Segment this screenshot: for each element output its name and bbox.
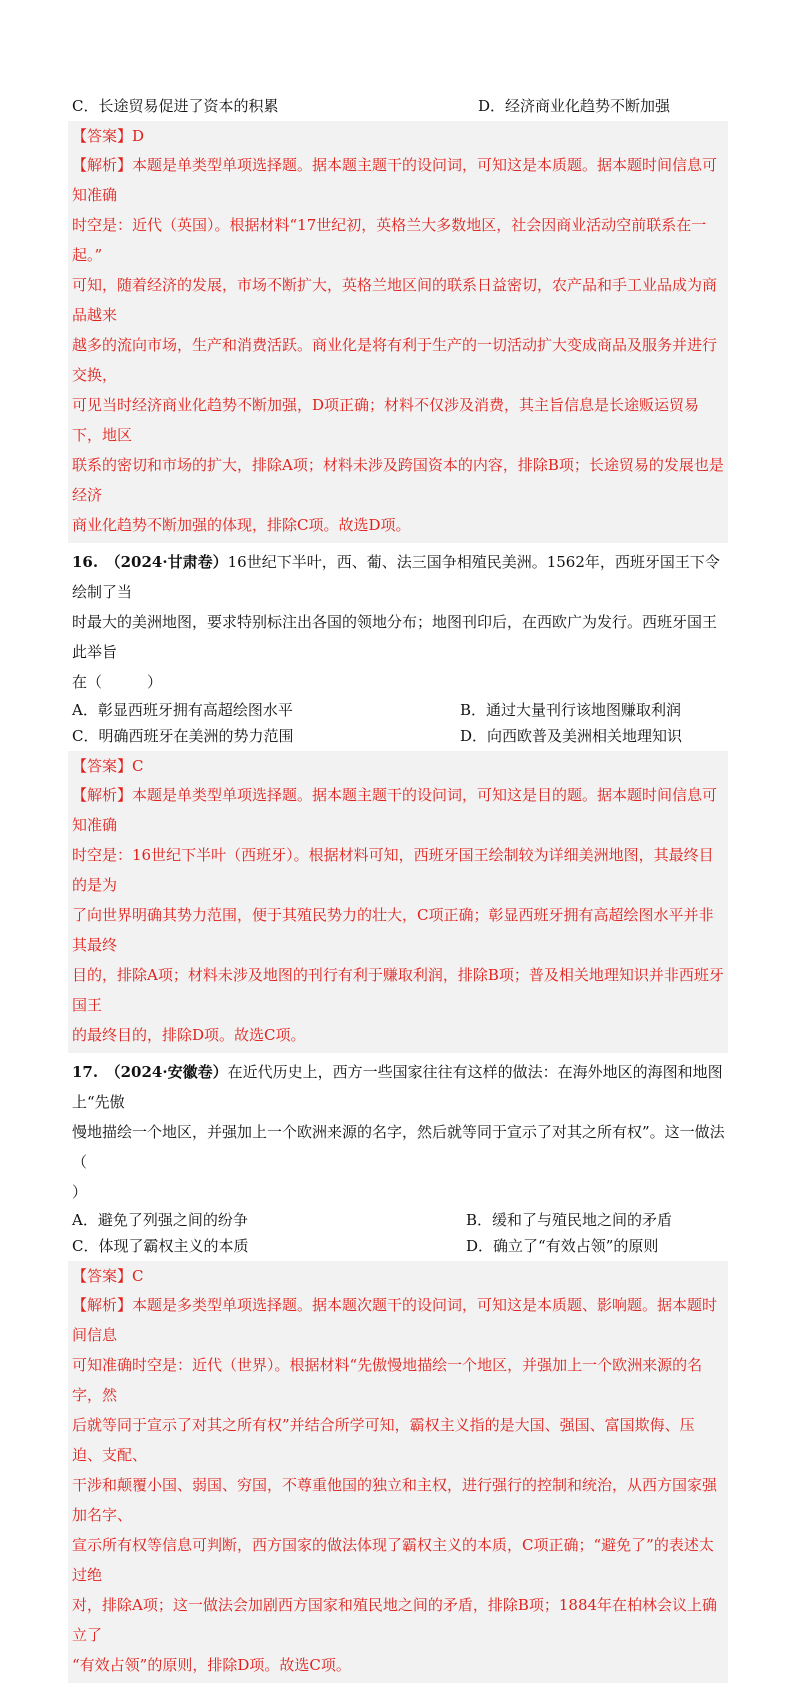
- question-source: （2024·安徽卷）: [113, 1063, 228, 1081]
- question-17-options-cd: [72, 1233, 728, 1259]
- answer-label: 【答案】: [72, 1267, 133, 1285]
- question-number: 16.: [72, 553, 99, 571]
- analysis-line: 目的，排除A项；材料未涉及地图的刊行有利于赚取利润，排除B项；普及相关地理知识并非西班牙国王: [72, 966, 724, 1014]
- answer-line: [72, 123, 724, 150]
- option-d: D．确立了“有效占领”的原则: [466, 1237, 659, 1255]
- question-16-stem: [72, 547, 728, 697]
- option-c: C．体现了霸权主义的本质: [72, 1237, 249, 1255]
- question-number: 17.: [72, 1063, 99, 1081]
- analysis-line: 可知准确时空是：近代（世界）。根据材料“先傲慢地描绘一个地区，并强加上一个欧洲来源的名字，然: [72, 1356, 703, 1404]
- option-d: D．经济商业化趋势不断加强: [478, 97, 671, 115]
- analysis-line: 的最终目的，排除D项。故选C项。: [72, 1026, 306, 1044]
- analysis-line: “有效占领”的原则，排除D项。故选C项。: [72, 1656, 351, 1674]
- analysis-line: 【解析】本题是单类型单项选择题。据本题主题干的设问词，可知这是目的题。据本题时间信息可知准确: [72, 786, 718, 834]
- prev-question-options-cd: [72, 93, 728, 119]
- question-17-stem: [72, 1057, 728, 1207]
- stem-line: [72, 1057, 728, 1117]
- analysis-line: 商业化趋势不断加强的体现，排除C项。故选D项。: [72, 516, 411, 534]
- question-16-options-ab: [72, 697, 728, 723]
- analysis-line: 后就等同于宣示了对其之所有权”并结合所学可知，霸权主义指的是大国、强国、富国欺侮、压迫、支配、: [72, 1416, 695, 1464]
- analysis-line: 时空是：近代（英国）。根据材料“17世纪初，英格兰大多数地区，社会因商业活动空前联系在一起。”: [72, 216, 707, 264]
- stem-text: 在近代历史上，西方一些国家往往有这样的做法：在海外地区的海图和地图上“先傲: [72, 1063, 723, 1111]
- option-b: B．通过大量刊行该地图赚取利润: [460, 701, 682, 719]
- answer-value: C: [132, 757, 144, 775]
- analysis-line: 联系的密切和市场的扩大，排除A项；材料未涉及跨国资本的内容，排除B项；长途贸易的发展也是经济: [72, 456, 724, 504]
- analysis-line: 可知，随着经济的发展，市场不断扩大，英格兰地区间的联系日益密切，农产品和手工业品成为商品越来: [72, 276, 718, 324]
- analysis-line: 【解析】本题是单类型单项选择题。据本题主题干的设问词，可知这是本质题。据本题时间信息可知准确: [72, 156, 718, 204]
- question-17-answer-box: [68, 1261, 728, 1683]
- option-b: B．缓和了与殖民地之间的矛盾: [466, 1211, 673, 1229]
- question-source: （2024·甘肃卷）: [113, 553, 228, 571]
- analysis-line: 对，排除A项；这一做法会加剧西方国家和殖民地之间的矛盾，排除B项；1884年在柏林会议上确立了: [72, 1596, 718, 1644]
- answer-line: [72, 753, 724, 780]
- question-16-options-cd: [72, 723, 728, 749]
- stem-line: 慢地描绘一个地区，并强加上一个欧洲来源的名字，然后就等同于宣示了对其之所有权”。这一做法（: [72, 1123, 725, 1171]
- analysis-line: 干涉和颠覆小国、弱国、穷国，不尊重他国的独立和主权，进行强行的控制和统治，从西方国家强加名字、: [72, 1476, 718, 1524]
- option-c: C．长途贸易促进了资本的积累: [72, 97, 279, 115]
- analysis-line: 越多的流向市场，生产和消费活跃。商业化是将有利于生产的一切活动扩大变成商品及服务并进行交换，: [72, 336, 718, 384]
- analysis-line: 【解析】本题是多类型单项选择题。据本题次题干的设问词，可知这是本质题、影响题。据本题时间信息: [72, 1296, 718, 1344]
- answer-line: [72, 1263, 724, 1290]
- analysis-line: 宣示所有权等信息可判断，西方国家的做法体现了霸权主义的本质，C项正确；“避免了”的表述太过绝: [72, 1536, 714, 1584]
- answer-value: C: [132, 1267, 144, 1285]
- question-16-answer-box: [68, 751, 728, 1053]
- analysis-line: 了向世界明确其势力范围，便于其殖民势力的壮大，C项正确；彰显西班牙拥有高超绘图水平并非其最终: [72, 906, 714, 954]
- analysis-line: 时空是：16世纪下半叶（西班牙）。根据材料可知，西班牙国王绘制较为详细美洲地图，其最终目的是为: [72, 846, 714, 894]
- option-a: A．彰显西班牙拥有高超绘图水平: [72, 701, 293, 719]
- option-a: A．避免了列强之间的纷争: [72, 1211, 248, 1229]
- answer-label: 【答案】: [72, 127, 133, 145]
- question-17-options-ab: [72, 1207, 728, 1233]
- stem-line: 在（ ）: [72, 673, 163, 691]
- option-d: D．向西欧普及美洲相关地理知识: [460, 727, 683, 745]
- analysis-line: 可见当时经济商业化趋势不断加强，D项正确；材料不仅涉及消费，其主旨信息是长途贩运贸易下，地区: [72, 396, 700, 444]
- stem-line: ）: [72, 1183, 88, 1201]
- option-c: C．明确西班牙在美洲的势力范围: [72, 727, 294, 745]
- stem-line: 时最大的美洲地图，要求特别标注出各国的领地分布；地图刊印后，在西欧广为发行。西班牙国王此举旨: [72, 613, 718, 661]
- answer-label: 【答案】: [72, 757, 133, 775]
- prev-answer-box: [68, 121, 728, 543]
- stem-text: 16世纪下半叶，西、葡、法三国争相殖民美洲。1562年，西班牙国王下令绘制了当: [72, 553, 720, 601]
- document-page: [72, 93, 728, 1687]
- answer-value: D: [132, 127, 145, 145]
- stem-line: [72, 547, 728, 607]
